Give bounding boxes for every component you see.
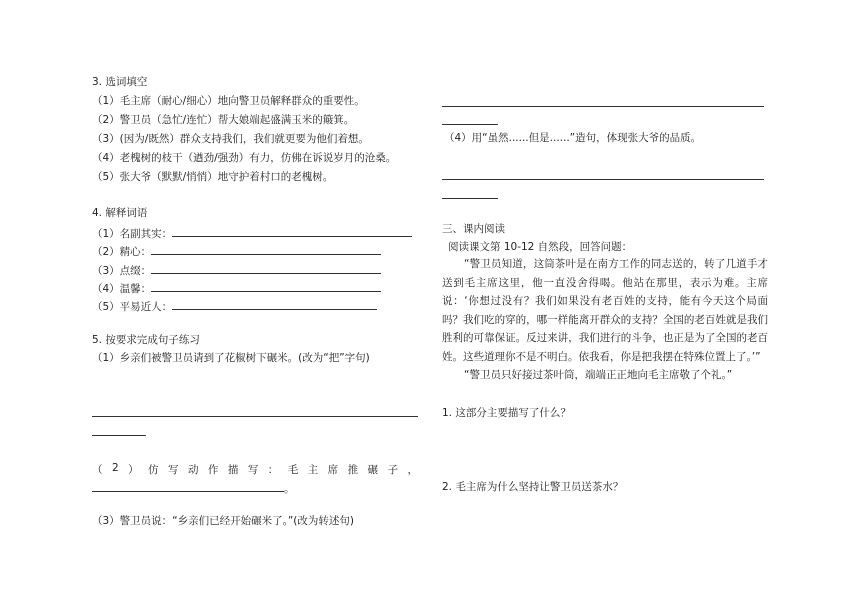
reading-question-2: 2. 毛主席为什么坚持让警卫员送茶水？ bbox=[442, 481, 624, 493]
reading-intro: 阅读课文第 10-12 自然段，回答问题： bbox=[448, 241, 633, 253]
sec3-item-2: （2）警卫员（急忙/连忙）帮大娘端起盛满玉米的簸箕。 bbox=[92, 114, 355, 126]
answer-line[interactable] bbox=[442, 198, 498, 199]
sec5-q2-answer: 。 bbox=[92, 480, 295, 496]
sec3-item-1: （1）毛主席（耐心/细心）地向警卫员解释群众的重要性。 bbox=[92, 95, 365, 107]
sec4-item-1 bbox=[92, 225, 412, 241]
answer-blank[interactable] bbox=[151, 280, 381, 292]
answer-line[interactable] bbox=[442, 106, 764, 107]
sec4-item-5 bbox=[92, 298, 377, 314]
answer-line[interactable] bbox=[442, 179, 764, 180]
sec4-item-3 bbox=[92, 262, 381, 278]
reading-question-1: 1. 这部分主要描写了什么？ bbox=[442, 407, 571, 419]
sec3-item-4: （4）老槐树的枝干（遒劲/强劲）有力，仿佛在诉说岁月的沧桑。 bbox=[92, 152, 397, 164]
sec3-item-5: （5）张大爷（默默/悄悄）地守护着村口的老槐树。 bbox=[92, 171, 334, 183]
sec5-question-1: （1）乡亲们被警卫员请到了花椒树下碾米。(改为“把”字句) bbox=[92, 352, 370, 364]
sec4-item-4 bbox=[92, 280, 381, 296]
term-label: （1）名副其实： bbox=[92, 228, 173, 240]
sec5-question-2: （ 2 ） 仿 写 动 作 描 写 ： 毛 主 席 推 碾 子 ， bbox=[92, 462, 418, 476]
reading-passage-2: “警卫员只好接过茶叶筒，端端正正地向毛主席敬了个礼。” bbox=[464, 369, 733, 381]
answer-blank[interactable] bbox=[172, 225, 412, 237]
answer-blank[interactable] bbox=[151, 262, 381, 274]
sec4-item-2 bbox=[92, 243, 381, 259]
term-label: （4）温馨： bbox=[92, 283, 152, 295]
answer-line[interactable] bbox=[442, 124, 498, 125]
term-label: （5）平易近人： bbox=[92, 301, 173, 313]
section-3-reading-title: 三、课内阅读 bbox=[442, 223, 505, 235]
section-3-title: 3. 选词填空 bbox=[92, 76, 148, 88]
section-4-title: 4. 解释词语 bbox=[92, 207, 148, 219]
term-label: （3）点缀： bbox=[92, 265, 152, 277]
q4-prompt: （4）用“虽然......但是......”造句，体现张大爷的品质。 bbox=[444, 132, 702, 144]
answer-blank[interactable] bbox=[172, 298, 377, 310]
sec5-question-3: （3）警卫员说：“乡亲们已经开始碾米了。”(改为转述句) bbox=[92, 515, 355, 527]
answer-line[interactable] bbox=[92, 435, 146, 436]
answer-line[interactable] bbox=[92, 416, 418, 417]
answer-blank[interactable] bbox=[151, 243, 381, 255]
term-label: （2）精心： bbox=[92, 246, 152, 258]
reading-passage-1: “警卫员知道，这筒茶叶是在南方工作的同志送的，转了几道手才送到毛主席这里，他一直没舍得喝。他站在那里，表示为难。主席说：‘你想过没有？我们如果没有老百姓的支持，能有今天这个局面吗？我们吃的穿的，哪一样能离开群众的支持？全国的老百姓就是我们胜利的可靠保证。反过来讲，我们进行的斗争，也正是为了全国的老百姓。这些道理你不是不明白。依我看，你是把我摆在特殊位置上了。’” bbox=[442, 258, 768, 363]
answer-blank[interactable] bbox=[92, 480, 284, 492]
section-5-title: 5. 按要求完成句子练习 bbox=[92, 334, 200, 346]
sec3-item-3: （3）(因为/既然）群众支持我们，我们就更要为他们着想。 bbox=[92, 133, 369, 145]
